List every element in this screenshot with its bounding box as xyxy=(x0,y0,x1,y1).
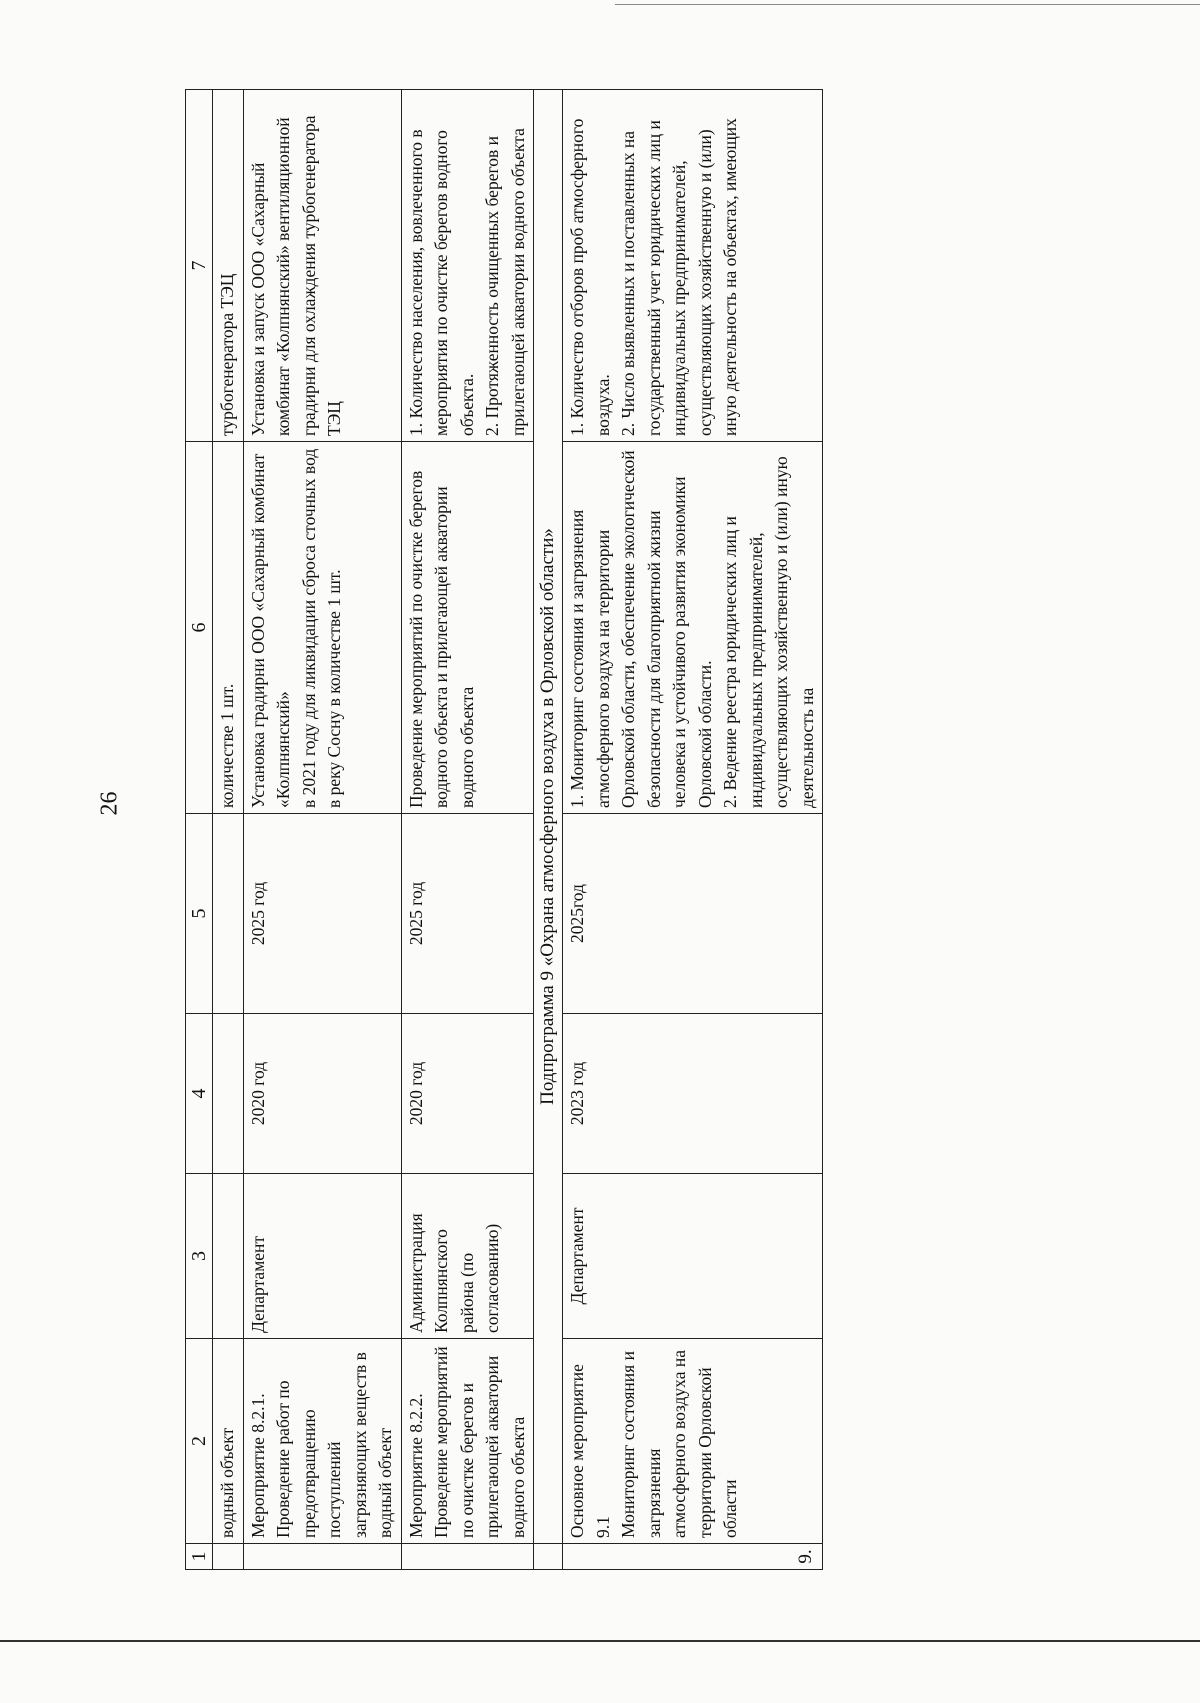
table-row xyxy=(401,90,534,1570)
table-row xyxy=(243,90,401,1570)
indicator-cell: 1. Количество населения, вовлеченного в мероприятия по очистке берегов водного объекта. 2. Протяженность очищенных берегов и прилегающей акватории водного объекта xyxy=(401,90,534,442)
row-number: 9. xyxy=(563,1544,823,1570)
end-year-cell: 2025год xyxy=(563,814,823,1014)
expected-result-cell: 1. Мониторинг состояния и загрязнения атмосферного воздуха на территории Орловской области, обеспечение экологической безопасности для благоприятной жизни человека и устойчивого развития экономики Орловской области. 2. Ведение реестра юридических лиц и индивидуальных предпринимателей, осуществляющих хозяйственную и (или) иную деятельность на xyxy=(563,442,823,814)
indicator-cell: Установка и запуск ООО «Сахарный комбинат «Колпнянский» вентиляционной градирни для охлаждения турбогенератора ТЭЦ xyxy=(243,90,401,442)
header-col-2: 2 xyxy=(186,1339,213,1544)
scan-bottom-edge xyxy=(0,1640,1200,1642)
row-number xyxy=(243,1544,401,1570)
measure-name-cell: Мероприятие 8.2.1. Проведение работ по предотвращению поступлений загрязняющих веществ в водный объект xyxy=(243,1339,401,1544)
end-year-cell: 2025 год xyxy=(243,814,401,1014)
expected-result-cell: количестве 1 шт. xyxy=(213,442,244,814)
expected-result-cell: Установка градирни ООО «Сахарный комбинат «Колпнянский» в 2021 году для ликвидации сброса сточных вод в реку Сосну в количестве 1 шт. xyxy=(243,442,401,814)
page-number: 26 xyxy=(96,791,123,816)
measure-name-cell: водный объект xyxy=(213,1339,244,1544)
header-col-7: 7 xyxy=(186,90,213,442)
executor-cell xyxy=(213,1174,244,1339)
expected-result-cell: Проведение мероприятий по очистке берегов водного объекта и прилегающей акватории водного объекта xyxy=(401,442,534,814)
row-number xyxy=(401,1544,534,1570)
end-year-cell: 2025 год xyxy=(401,814,534,1014)
subprogram-row xyxy=(534,90,563,1570)
executor-cell: Администрация Колпнянского района (по согласованию) xyxy=(401,1174,534,1339)
executor-cell: Департамент xyxy=(563,1174,823,1339)
end-year-cell xyxy=(213,814,244,1014)
start-year-cell: 2023 год xyxy=(563,1014,823,1174)
table-row xyxy=(563,90,823,1570)
measures-table xyxy=(185,89,823,1570)
indicator-cell: турбогенератора ТЭЦ xyxy=(213,90,244,442)
start-year-cell: 2020 год xyxy=(243,1014,401,1174)
header-col-5: 5 xyxy=(186,814,213,1014)
scan-top-line xyxy=(615,4,1200,5)
measure-name-cell: Основное мероприятие 9.1 Мониторинг состояния и загрязнения атмосферного воздуха на территории Орловской области xyxy=(563,1339,823,1544)
subprogram-title: Подпрограмма 9 «Охрана атмосферного воздуха в Орловской области» xyxy=(534,90,563,1544)
header-row xyxy=(186,90,213,1570)
table-row xyxy=(213,90,244,1570)
start-year-cell: 2020 год xyxy=(401,1014,534,1174)
start-year-cell xyxy=(213,1014,244,1174)
header-col-3: 3 xyxy=(186,1174,213,1339)
subprogram-number-cell xyxy=(534,1544,563,1570)
indicator-cell: 1. Количество отборов проб атмосферного воздуха. 2. Число выявленных и поставленных на государственный учет юридических лиц и индивидуальных предпринимателей, осуществляющих хозяйственную и (или) иную деятельность на объектах, имеющих xyxy=(563,90,823,442)
rotated-table-container xyxy=(185,90,823,1570)
header-col-6: 6 xyxy=(186,442,213,814)
executor-cell: Департамент xyxy=(243,1174,401,1339)
header-col-4: 4 xyxy=(186,1014,213,1174)
measure-name-cell: Мероприятие 8.2.2. Проведение мероприятий по очистке берегов и прилегающей акватории водного объекта xyxy=(401,1339,534,1544)
row-number xyxy=(213,1544,244,1570)
header-col-1: 1 xyxy=(186,1544,213,1570)
